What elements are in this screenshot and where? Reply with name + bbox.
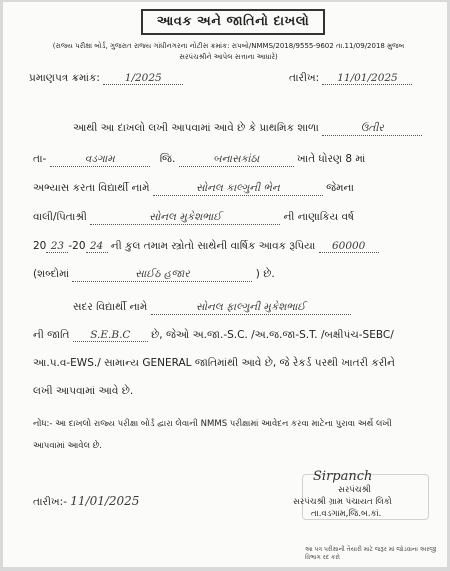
body-line-1-text: આથી આ દાખલો લખી આપવામાં આવે છે કે પ્રાથમિક શાળા xyxy=(73,122,319,134)
certificate-date-value: 11/01/2025 xyxy=(322,72,412,85)
body-line-3 xyxy=(33,182,354,196)
certificate-number-row xyxy=(29,72,183,85)
note xyxy=(33,413,423,457)
signature-line-2: તા.વડગામ,જિ.બ.કાં. xyxy=(311,509,382,519)
signature-line-1: સરપંચશ્રી ગ્રામ પંચાયત લિકો xyxy=(293,497,392,507)
note-line-2: આપવામાં આવેલ છે. xyxy=(33,441,103,451)
taluka-label: તા- xyxy=(33,153,47,165)
footer-date-label: તારીખ:- xyxy=(33,496,67,508)
taluka-value: વડગામ xyxy=(50,153,150,167)
footer-note: આ પત્ર પરીક્ષાની તૈયારી માટે જરૂર માં જોડવાના અરજી વિભાગ રદ કરો xyxy=(305,546,437,561)
body2-line-1 xyxy=(73,301,351,315)
body2-line-2 xyxy=(33,329,394,342)
body-line-3-suffix: જેમના xyxy=(326,182,354,194)
body2-line-3: આ.પ.વ-EWS./ સામાન્ય GENERAL જાતિમાંથી આવે છે, જે રેકર્ડ પરથી ખાતરી કરીને xyxy=(33,357,396,369)
student-full-name: સોનલ ફાલ્ગુની મુકેશભાઈ xyxy=(151,301,351,315)
body-line-4 xyxy=(33,211,354,225)
guardian-name: સોનલ મુકેશભાઈ xyxy=(90,211,280,225)
footer-date-row xyxy=(33,494,139,509)
body-line-2-suffix: ખાતે ધોરણ 8 માં xyxy=(297,153,366,165)
income-words-label: (શબ્દોમાં xyxy=(33,268,70,280)
body-line-6 xyxy=(33,268,275,282)
certificate-date-row xyxy=(289,72,412,85)
student-full-label: સદર વિદ્યાર્થી નામે xyxy=(73,301,148,313)
page-title: આવક અને જાતિનો દાખલો xyxy=(141,9,325,35)
district-label: જિ. xyxy=(159,153,176,165)
student-label: અભ્યાસ કરતા વિદ્યાર્થી નામે xyxy=(33,182,150,194)
caste-label: ની જાતિ xyxy=(33,329,70,341)
body-line-5 xyxy=(33,240,379,253)
income-value: 60000 xyxy=(319,240,379,253)
footer-date-value: 11/01/2025 xyxy=(70,494,140,508)
year-mid: -20 xyxy=(68,240,86,252)
certificate-number-value: 1/2025 xyxy=(103,72,183,85)
note-line-1: નોંધ:- આ દાખલો રાજ્ય પરીક્ષા બોર્ડ દ્વારા લેવાની NMMS પરીક્ષામાં આવેદન કરવા માટેના પુરાવા અર્થે લખી xyxy=(33,419,392,429)
district-value: બનાસકાંઠા xyxy=(179,153,294,167)
subtitle-line-1: (રાજ્ય પરીક્ષા બોર્ડ, ગુજરાત રાજ્ય ગાંધીનગરના નોટીસ ક્રમાંક: રાપબો/NMMS/2018/9555-9602 તા.11/09/2018 મુજબ xyxy=(52,42,405,50)
certificate-number-label: પ્રમાણપત્ર ક્રમાંક: xyxy=(29,72,100,84)
body-line-1 xyxy=(73,122,422,136)
year-to: 24 xyxy=(86,240,108,253)
certificate-page xyxy=(3,2,447,567)
body-line-6-suffix: ) છે. xyxy=(255,268,275,280)
caste-categories: છે, જેઓ અ.જા.-S.C. /અ.જ.જા-S.T. /બક્ષીપંચ-SEBC/ xyxy=(151,329,394,341)
signature-block xyxy=(293,469,433,520)
student-name: સોનલ કાલ્ગુની ભેન xyxy=(153,182,323,196)
body2-line-4: લખી આપવામાં આવે છે. xyxy=(33,385,134,397)
subtitle xyxy=(31,41,426,63)
body-line-4-suffix: ની નાણાકિય વર્ષ xyxy=(283,211,354,223)
income-label: ની કુલ તમામ સ્ત્રોતો સાથેની વાર્ષિક આવક રૂપિયા xyxy=(110,240,316,252)
signature-designation: સરપંચશ્રી xyxy=(338,485,371,495)
year-from: 23 xyxy=(46,240,68,253)
signature-scribble: Sirpanch xyxy=(313,469,373,484)
subtitle-line-2: સરપંચશ્રીને આપેલ સત્તાના આધારે) xyxy=(179,53,278,61)
year-prefix: 20 xyxy=(33,240,47,252)
guardian-label: વાલી/પિતાશ્રી xyxy=(33,211,87,223)
body-line-2 xyxy=(33,153,365,167)
certificate-date-label: તારીખ: xyxy=(289,72,320,84)
school-name: ઉતીર xyxy=(322,122,422,136)
income-words: સાઈઠ હજાર xyxy=(72,268,252,282)
caste-value: S.E.B.C xyxy=(73,329,148,342)
